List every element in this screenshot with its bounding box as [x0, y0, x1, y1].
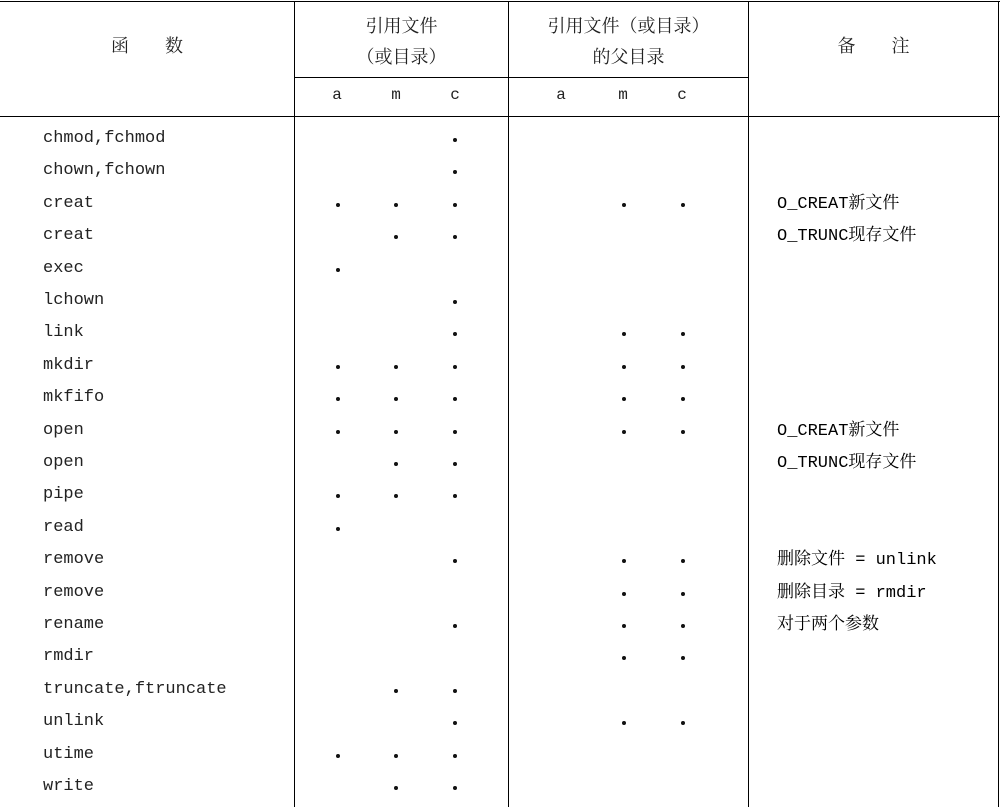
header-divider-ref	[295, 77, 749, 78]
file-c-mark	[453, 721, 457, 725]
parent-m-mark	[622, 365, 626, 369]
header-notes: 备 注	[837, 36, 910, 57]
function-name: open	[43, 453, 84, 472]
file-c-mark	[453, 786, 457, 790]
note	[777, 613, 879, 636]
parent-m-mark	[622, 656, 626, 660]
col-divider-3	[748, 1, 749, 807]
note	[777, 419, 899, 443]
note-code: = unlink	[845, 551, 937, 570]
file-c-mark	[453, 689, 457, 693]
note-text: 新文件	[848, 420, 900, 440]
parent-c-mark	[681, 559, 685, 563]
file-c-mark	[453, 559, 457, 563]
function-name: chown,fchown	[43, 161, 166, 180]
parent-c-mark	[681, 397, 685, 401]
function-name: mkfifo	[43, 388, 105, 407]
parent-m-mark	[622, 203, 626, 207]
note-text: 删除文件	[777, 549, 845, 569]
file-a-mark	[336, 365, 340, 369]
sub-label-parent-m: m	[618, 86, 628, 104]
file-m-mark	[394, 786, 398, 790]
col-divider-2	[508, 1, 509, 807]
header-parent-dir-line2: 的父目录	[592, 47, 665, 68]
parent-m-mark	[622, 721, 626, 725]
note-code: = rmdir	[845, 584, 927, 603]
note-text: 删除目录	[777, 582, 845, 602]
sub-label-file-a: a	[332, 86, 342, 104]
parent-m-mark	[622, 559, 626, 563]
file-m-mark	[394, 235, 398, 239]
header-ref-file-line1: 引用文件	[365, 16, 438, 37]
file-a-mark	[336, 527, 340, 531]
function-name: remove	[43, 583, 105, 602]
file-c-mark	[453, 462, 457, 466]
parent-c-mark	[681, 365, 685, 369]
file-c-mark	[453, 138, 457, 142]
file-a-mark	[336, 268, 340, 272]
sub-label-parent-c: c	[677, 86, 687, 104]
parent-c-mark	[681, 656, 685, 660]
parent-m-mark	[622, 397, 626, 401]
file-m-mark	[394, 494, 398, 498]
file-a-mark	[336, 203, 340, 207]
function-name: unlink	[43, 712, 105, 731]
parent-c-mark	[681, 430, 685, 434]
note-text: 对于两个参数	[777, 614, 879, 634]
note	[777, 224, 916, 248]
note	[777, 581, 927, 605]
note-code: O_TRUNC	[777, 454, 849, 473]
parent-m-mark	[622, 592, 626, 596]
parent-c-mark	[681, 721, 685, 725]
note	[777, 548, 937, 572]
function-name: chmod,fchmod	[43, 129, 166, 148]
function-name: utime	[43, 745, 95, 764]
note-text: 现存文件	[848, 225, 917, 245]
function-name: read	[43, 518, 84, 537]
col-divider-1	[294, 1, 295, 807]
file-c-mark	[453, 332, 457, 336]
file-c-mark	[453, 170, 457, 174]
file-m-mark	[394, 365, 398, 369]
file-m-mark	[394, 397, 398, 401]
file-c-mark	[453, 754, 457, 758]
function-name: exec	[43, 259, 84, 278]
file-m-mark	[394, 462, 398, 466]
file-c-mark	[453, 365, 457, 369]
sub-label-file-c: c	[450, 86, 460, 104]
function-name: pipe	[43, 485, 84, 504]
note	[777, 451, 916, 475]
function-name: remove	[43, 550, 105, 569]
parent-c-mark	[681, 203, 685, 207]
function-name: truncate,ftruncate	[43, 680, 227, 699]
file-c-mark	[453, 624, 457, 628]
sub-label-parent-a: a	[556, 86, 566, 104]
parent-c-mark	[681, 624, 685, 628]
file-c-mark	[453, 300, 457, 304]
header-parent-dir-line1: 引用文件（或目录）	[547, 16, 710, 37]
parent-m-mark	[622, 430, 626, 434]
function-name: creat	[43, 194, 95, 213]
file-a-mark	[336, 397, 340, 401]
parent-m-mark	[622, 332, 626, 336]
note	[777, 192, 899, 216]
function-name: open	[43, 421, 84, 440]
function-name: lchown	[43, 291, 105, 310]
file-c-mark	[453, 494, 457, 498]
parent-m-mark	[622, 624, 626, 628]
file-m-mark	[394, 689, 398, 693]
file-c-mark	[453, 203, 457, 207]
function-name: link	[43, 323, 84, 342]
sub-label-file-m: m	[391, 86, 401, 104]
function-name: write	[43, 777, 95, 796]
file-c-mark	[453, 430, 457, 434]
file-c-mark	[453, 235, 457, 239]
top-rule	[0, 1, 1000, 2]
note-code: O_CREAT	[777, 195, 849, 214]
function-name: rename	[43, 615, 105, 634]
parent-c-mark	[681, 332, 685, 336]
file-m-mark	[394, 430, 398, 434]
file-c-mark	[453, 397, 457, 401]
note-code: O_CREAT	[777, 422, 849, 441]
col-divider-right	[998, 1, 999, 807]
file-a-mark	[336, 494, 340, 498]
function-name: creat	[43, 226, 95, 245]
function-name: mkdir	[43, 356, 95, 375]
header-ref-file-line2: （或目录）	[356, 47, 447, 68]
note-text: 新文件	[848, 193, 900, 213]
header-bottom-rule	[0, 116, 1000, 117]
parent-c-mark	[681, 592, 685, 596]
function-name: rmdir	[43, 647, 95, 666]
note-text: 现存文件	[848, 452, 917, 472]
note-code: O_TRUNC	[777, 227, 849, 246]
file-a-mark	[336, 754, 340, 758]
header-function: 函 数	[111, 36, 183, 57]
file-a-mark	[336, 430, 340, 434]
file-m-mark	[394, 203, 398, 207]
file-m-mark	[394, 754, 398, 758]
